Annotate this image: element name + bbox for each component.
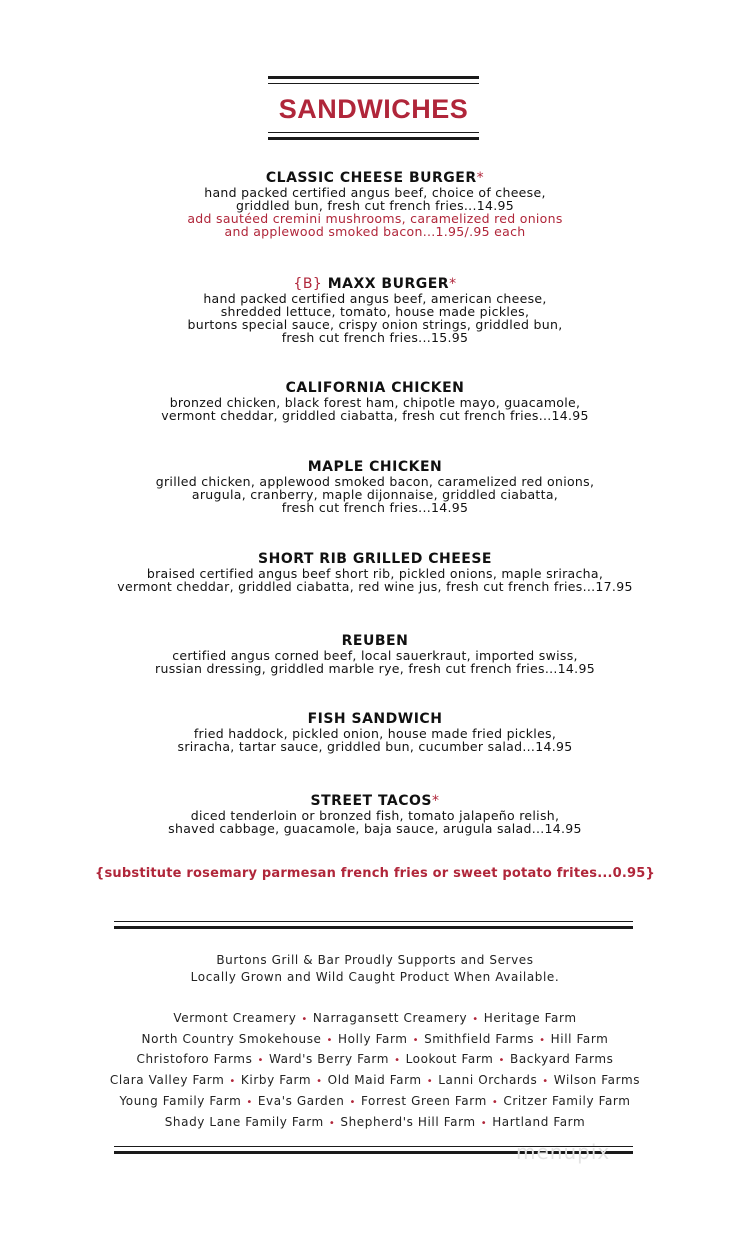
menu-item-title: SHORT RIB GRILLED CHEESE: [258, 551, 492, 567]
bullet-separator: •: [257, 1055, 264, 1067]
menu-item: [0, 459, 750, 514]
supports-statement: [0, 952, 750, 986]
bullet-separator: •: [316, 1076, 323, 1088]
description-line: diced tenderloin or bronzed fish, tomato jalapeño relish,: [190, 808, 560, 823]
menu-item-description: [0, 567, 750, 593]
supports-line: Burtons Grill & Bar Proudly Supports and Serves: [216, 953, 534, 967]
farm-row: [0, 1030, 750, 1051]
bullet-separator: •: [301, 1014, 308, 1025]
addon-line: and applewood smoked bacon...1.95/.95 each: [224, 224, 526, 239]
description-line: griddled bun, fresh cut french fries...14.95: [235, 198, 514, 213]
farm-name: Critzer Family Farm: [503, 1093, 631, 1108]
farm-name: Lanni Orchards: [438, 1073, 538, 1088]
asterisk-mark: *: [432, 793, 440, 809]
menu-item-badge: {B}: [293, 276, 323, 292]
description-line: fried haddock, pickled onion, house made fried pickles,: [193, 726, 557, 741]
addon-line: add sautéed cremini mushrooms, caramelized red onions: [187, 211, 563, 226]
description-line: hand packed certified angus beef, american cheese,: [203, 291, 547, 306]
description-line: arugula, cranberry, maple dijonnaise, griddled ciabatta,: [191, 487, 559, 502]
menu-item-name: [0, 551, 750, 567]
menu-item-name: [0, 459, 750, 475]
bullet-separator: •: [539, 1034, 546, 1046]
menu-item-title: FISH SANDWICH: [307, 711, 443, 727]
menu-item: [0, 633, 750, 675]
bullet-separator: •: [229, 1076, 236, 1088]
farm-name: Kirby Farm: [240, 1073, 312, 1088]
menu-item-description: [0, 292, 750, 344]
bullet-separator: •: [491, 1096, 499, 1108]
farm-name: Forrest Green Farm: [360, 1093, 487, 1108]
farm-name: Vermont Creamery: [173, 1011, 297, 1025]
farm-name: Shepherd's Hill Farm: [340, 1114, 476, 1129]
menu-item-description: [0, 475, 750, 514]
menu-item: [0, 276, 750, 344]
description-line: vermont cheddar, griddled ciabatta, fresh cut french fries...14.95: [161, 408, 589, 423]
description-line: braised certified angus beef short rib, pickled onions, maple sriracha,: [146, 566, 604, 581]
farm-name: Ward's Berry Farm: [268, 1052, 390, 1067]
menu-item-name: [0, 633, 750, 649]
header-top-rule: [268, 76, 479, 84]
farm-name: Eva's Garden: [257, 1093, 345, 1108]
farm-name: Heritage Farm: [483, 1011, 577, 1025]
menu-item-description: [0, 186, 750, 238]
asterisk-mark: *: [449, 276, 457, 292]
menu-item-description: [0, 727, 750, 753]
menu-item-description: [0, 649, 750, 675]
watermark: menupix: [516, 1140, 611, 1164]
farm-name: Hartland Farm: [492, 1114, 586, 1129]
footer-top-rule: [114, 921, 633, 929]
menu-item: [0, 170, 750, 238]
menu-item-title: REUBEN: [341, 633, 409, 649]
bullet-separator: •: [394, 1055, 401, 1067]
menu-item-title: MAXX BURGER: [327, 276, 450, 292]
farm-name: Hill Farm: [550, 1031, 609, 1046]
menu-item-name: [0, 170, 750, 186]
menu-item: [0, 551, 750, 593]
description-line: shaved cabbage, guacamole, baja sauce, arugula salad...14.95: [168, 821, 582, 836]
farm-name: Holly Farm: [338, 1031, 408, 1046]
menu-item-title: STREET TACOS: [310, 793, 433, 809]
farm-row: [0, 1050, 750, 1071]
farm-row: [0, 1092, 750, 1113]
section-title: SANDWICHES: [278, 94, 469, 124]
bullet-separator: •: [426, 1076, 434, 1088]
bullet-separator: •: [542, 1076, 549, 1088]
description-line: sriracha, tartar sauce, griddled bun, cucumber salad...14.95: [177, 739, 573, 754]
bullet-separator: •: [480, 1117, 488, 1129]
description-line: russian dressing, griddled marble rye, fresh cut french fries...14.95: [155, 661, 595, 676]
menu-item-name: [0, 711, 750, 727]
farm-row: [0, 1113, 750, 1134]
menu-item-name: [0, 793, 750, 809]
farm-name: Young Family Farm: [119, 1093, 242, 1108]
menu-item-description: [0, 809, 750, 835]
description-line: fresh cut french fries...15.95: [281, 330, 469, 345]
description-line: certified angus corned beef, local sauerkraut, imported swiss,: [172, 648, 578, 663]
description-line: burtons special sauce, crispy onion strings, griddled bun,: [187, 317, 563, 332]
farm-row: [0, 1009, 750, 1030]
farm-name: Narragansett Creamery: [312, 1011, 468, 1025]
farm-name: Clara Valley Farm: [109, 1073, 225, 1088]
bullet-separator: •: [328, 1117, 336, 1129]
farm-name: Christoforo Farms: [136, 1052, 253, 1067]
substitute-note: {substitute rosemary parmesan french fries or sweet potato frites...0.95}: [95, 866, 655, 881]
menu-item-title: CLASSIC CHEESE BURGER: [265, 170, 477, 186]
section-header: [268, 76, 479, 140]
bullet-separator: •: [246, 1096, 253, 1108]
farm-name: Old Maid Farm: [327, 1073, 422, 1088]
menu-item: [0, 711, 750, 753]
farm-name: Wilson Farms: [553, 1073, 641, 1088]
bullet-separator: •: [472, 1014, 479, 1025]
menu-item: [0, 380, 750, 422]
menu-item-title: CALIFORNIA CHICKEN: [285, 380, 465, 396]
menu-item-title: MAPLE CHICKEN: [307, 459, 443, 475]
description-line: shredded lettuce, tomato, house made pickles,: [220, 304, 530, 319]
farm-name: Smithfield Farms: [424, 1031, 535, 1046]
farm-row: [0, 1071, 750, 1092]
farm-name: Backyard Farms: [509, 1052, 614, 1067]
menu-item-description: [0, 396, 750, 422]
bullet-separator: •: [349, 1096, 356, 1108]
bullet-separator: •: [412, 1034, 420, 1046]
menu-item: [0, 793, 750, 835]
description-line: hand packed certified angus beef, choice of cheese,: [204, 185, 546, 200]
description-line: bronzed chicken, black forest ham, chipotle mayo, guacamole,: [169, 395, 581, 410]
menu-item-name: [0, 380, 750, 396]
bullet-separator: •: [326, 1034, 334, 1046]
farm-list: [0, 1009, 750, 1133]
header-bottom-rule: [268, 132, 479, 140]
description-line: vermont cheddar, griddled ciabatta, red wine jus, fresh cut french fries...17.95: [117, 579, 633, 594]
bullet-separator: •: [498, 1055, 505, 1067]
asterisk-mark: *: [476, 170, 485, 186]
farm-name: Shady Lane Family Farm: [164, 1114, 324, 1129]
farm-name: North Country Smokehouse: [141, 1031, 322, 1046]
description-line: grilled chicken, applewood smoked bacon, caramelized red onions,: [155, 474, 595, 489]
farm-name: Lookout Farm: [405, 1052, 494, 1067]
menu-item-name: [0, 276, 750, 292]
supports-line: Locally Grown and Wild Caught Product When Available.: [190, 970, 560, 984]
description-line: fresh cut french fries...14.95: [281, 500, 469, 515]
